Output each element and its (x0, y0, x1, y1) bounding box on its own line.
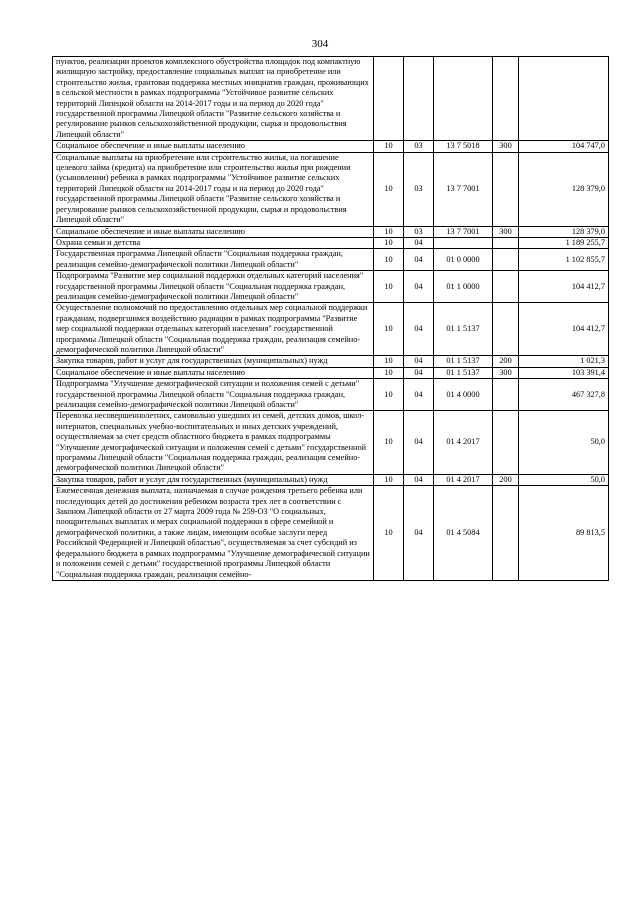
row-section: 10 (374, 271, 404, 303)
row-amount: 89 813,5 (519, 486, 609, 581)
row-subsection: 04 (404, 486, 434, 581)
row-name: пунктов, реализации проектов комплексного обустройства площадок под компактную жилищную застройку, предоставление социальных выплат на приобретение или строительство жилья, грантовая поддержка местных инициатив граждан, проживающих в сельской местности в рамках подпрограммы "Устойчивое развитие сельских территорий Липецкой области на 2014-2017 годы и на период до 2020 года" государственной программы Липецкой области "Развитие сельского хозяйства и регулирование рынков сельскохозяйственной продукции, сырья и продовольствия Липецкой области" (53, 57, 374, 141)
table-row (53, 57, 609, 141)
row-target-article: 13 7 7001 (434, 152, 493, 226)
table-row (53, 379, 609, 411)
row-section: 10 (374, 237, 404, 248)
table-row (53, 367, 609, 378)
table-row (53, 141, 609, 152)
table-row (53, 249, 609, 271)
row-target-article: 01 0 0000 (434, 249, 493, 271)
row-name: Закупка товаров, работ и услуг для государственных (муниципальных) нужд (53, 474, 374, 485)
row-target-article: 01 1 5137 (434, 356, 493, 367)
row-section: 10 (374, 379, 404, 411)
row-subsection: 04 (404, 411, 434, 474)
row-subsection: 04 (404, 474, 434, 485)
table-row (53, 271, 609, 303)
row-subsection: 03 (404, 226, 434, 237)
row-target-article: 01 1 0000 (434, 271, 493, 303)
table-row (53, 411, 609, 474)
row-expense-type (493, 249, 519, 271)
table-row (53, 152, 609, 226)
row-name: Ежемесячная денежная выплата, назначаемая в случае рождения третьего ребенка или последующих детей до достижения ребенком возраста трех лет в соответствии с Законом Липецкой области от 27 марта 2009 года № 259-ОЗ "О социальных, поощрительных выплатах и мерах социальной поддержки в сфере семейной и демографической политики, а также лицам, имеющим особые заслуги перед Российской Федерацией и Липецкой областью", осуществляемая за счет субсидий из федерального бюджета в рамках подпрограммы "Улучшение демографической ситуации и положения семей с детьми" государственной программы Липецкой области "Социальная поддержка граждан, реализация семейно- (53, 486, 374, 581)
row-section: 10 (374, 367, 404, 378)
row-expense-type (493, 486, 519, 581)
row-target-article: 01 4 2017 (434, 474, 493, 485)
row-expense-type (493, 303, 519, 356)
table-row (53, 237, 609, 248)
row-name: Государственная программа Липецкой области "Социальная поддержка граждан, реализация семейно-демографической политики Липецкой области" (53, 249, 374, 271)
row-subsection: 04 (404, 367, 434, 378)
row-subsection: 04 (404, 356, 434, 367)
row-name: Осуществление полномочий по предоставлению отдельных мер социальной поддержки гражданам, подвергшимся воздействию радиации в рамках подпрограммы "Развитие мер социальной поддержки отдельных категорий населения" государственной программы Липецкой области "Социальная поддержка граждан, реализация семейно-демографической политики Липецкой области" (53, 303, 374, 356)
row-target-article: 01 4 0000 (434, 379, 493, 411)
row-amount: 1 189 255,7 (519, 237, 609, 248)
row-section: 10 (374, 474, 404, 485)
row-amount: 50,0 (519, 411, 609, 474)
row-target-article: 01 4 5084 (434, 486, 493, 581)
row-expense-type: 300 (493, 141, 519, 152)
row-name: Социальное обеспечение и иные выплаты населению (53, 367, 374, 378)
row-subsection (404, 57, 434, 141)
budget-table-body (53, 57, 609, 581)
row-target-article (434, 57, 493, 141)
row-subsection: 04 (404, 303, 434, 356)
row-target-article: 01 1 5137 (434, 367, 493, 378)
row-amount: 103 391,4 (519, 367, 609, 378)
row-subsection: 04 (404, 379, 434, 411)
row-target-article (434, 237, 493, 248)
row-expense-type (493, 57, 519, 141)
row-expense-type: 200 (493, 356, 519, 367)
row-target-article: 13 7 7001 (434, 226, 493, 237)
row-expense-type (493, 237, 519, 248)
row-section: 10 (374, 411, 404, 474)
row-section: 10 (374, 152, 404, 226)
table-row (53, 356, 609, 367)
row-section: 10 (374, 249, 404, 271)
row-amount: 104 412,7 (519, 271, 609, 303)
row-expense-type: 300 (493, 367, 519, 378)
budget-table (52, 56, 609, 581)
row-name: Подпрограмма "Развитие мер социальной поддержки отдельных категорий населения" государственной программы Липецкой области "Социальная поддержка граждан, реализация семейно-демографической политики Липецкой области" (53, 271, 374, 303)
row-amount: 128 379,0 (519, 226, 609, 237)
row-name: Социальное обеспечение и иные выплаты населению (53, 141, 374, 152)
row-name: Охрана семьи и детства (53, 237, 374, 248)
row-amount: 104 747,0 (519, 141, 609, 152)
row-target-article: 01 1 5137 (434, 303, 493, 356)
row-expense-type (493, 152, 519, 226)
row-name: Перевозка несовершеннолетних, самовольно ушедших из семей, детских домов, школ-интернатов, специальных учебно-воспитательных и иных детских учреждений, осуществляемая за счет средств областного бюджета в рамках подпрограммы "Улучшение демографической ситуации и положения семей с детьми" государственной программы Липецкой области "Социальная поддержка граждан, реализация семейно-демографической политики Липецкой области" (53, 411, 374, 474)
row-target-article: 13 7 5018 (434, 141, 493, 152)
row-subsection: 03 (404, 141, 434, 152)
row-amount: 104 412,7 (519, 303, 609, 356)
table-row (53, 486, 609, 581)
row-section: 10 (374, 356, 404, 367)
row-amount (519, 57, 609, 141)
table-row (53, 226, 609, 237)
row-section: 10 (374, 486, 404, 581)
row-expense-type: 200 (493, 474, 519, 485)
row-expense-type (493, 271, 519, 303)
row-subsection: 03 (404, 152, 434, 226)
row-subsection: 04 (404, 237, 434, 248)
row-expense-type (493, 379, 519, 411)
row-name: Подпрограмма "Улучшение демографической ситуации и положения семей с детьми" государственной программы Липецкой области "Социальная поддержка граждан, реализация семейно-демографической политики Липецкой области" (53, 379, 374, 411)
row-amount: 1 102 855,7 (519, 249, 609, 271)
row-subsection: 04 (404, 249, 434, 271)
row-target-article: 01 4 2017 (434, 411, 493, 474)
row-section (374, 57, 404, 141)
row-subsection: 04 (404, 271, 434, 303)
row-name: Социальные выплаты на приобретение или строительство жилья, на погашение целевого займа (кредита) на приобретение или строительство жилья при рождении (усыновлении) ребенка в рамках подпрограммы "Устойчивое развитие сельских территорий Липецкой области на 2014-2017 годы и на период до 2020 года" государственной программы Липецкой области "Развитие сельского хозяйства и регулирование рынков сельскохозяйственной продукции, сырья и продовольствия Липецкой области" (53, 152, 374, 226)
page-number: 304 (311, 38, 329, 50)
row-section: 10 (374, 141, 404, 152)
row-expense-type (493, 411, 519, 474)
row-amount: 1 021,3 (519, 356, 609, 367)
row-name: Социальное обеспечение и иные выплаты населению (53, 226, 374, 237)
row-name: Закупка товаров, работ и услуг для государственных (муниципальных) нужд (53, 356, 374, 367)
row-amount: 128 379,0 (519, 152, 609, 226)
row-expense-type: 300 (493, 226, 519, 237)
row-amount: 50,0 (519, 474, 609, 485)
row-section: 10 (374, 303, 404, 356)
row-amount: 467 327,8 (519, 379, 609, 411)
row-section: 10 (374, 226, 404, 237)
table-row (53, 303, 609, 356)
table-row (53, 474, 609, 485)
